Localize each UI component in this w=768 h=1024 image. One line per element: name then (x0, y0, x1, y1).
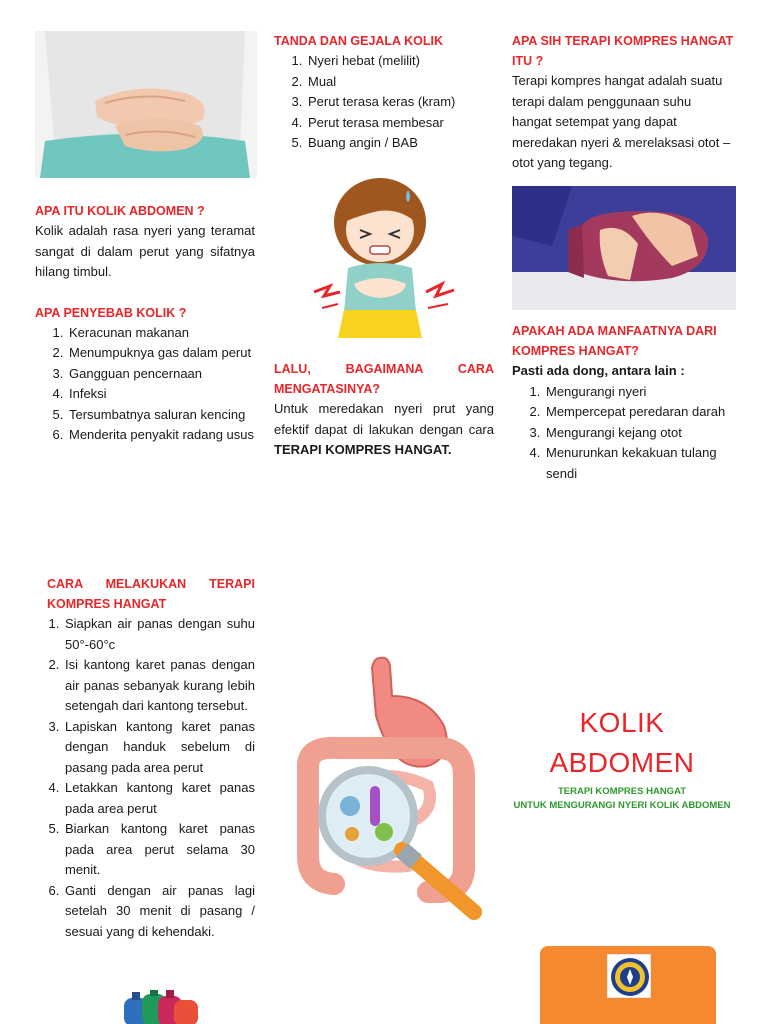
colic-cause-list (35, 323, 255, 446)
list-item: 3. Gangguan pencernaan (67, 364, 255, 385)
belly-pain-photo (35, 31, 257, 178)
list-item: 2. Isi kantong karet panas dengan air panas sebanyak kurang lebih setengah dari kantong tersebut. (63, 655, 255, 717)
orange-emblem-box (540, 946, 716, 1024)
how-to-treat-bold: TERAPI KOMPRES HANGAT. (274, 442, 452, 457)
list-item: 6. Ganti dengan air panas lagi setelah 30 menit di pasang / sesuai yang di kehendaki. (63, 881, 255, 943)
cover-title-line2: ABDOMEN (549, 747, 695, 778)
column-right-lower (512, 321, 736, 484)
list-item: 5. Tersumbatnya saluran kencing (67, 405, 255, 426)
list-item: 4. Infeksi (67, 384, 255, 405)
list-item: 3. Mengurangi kejang otot (544, 423, 736, 444)
list-item: 1. Mengurangi nyeri (544, 382, 736, 403)
cover-subtitle-line1: TERAPI KOMPRES HANGAT (557, 786, 687, 797)
list-item: 5. Buang angin / BAB (306, 133, 494, 154)
column-left (35, 201, 255, 446)
how-to-treat-heading: LALU, BAGAIMANA CARA MENGATASINYA? (274, 362, 494, 396)
list-item: 2. Mempercepat peredaran darah (544, 402, 736, 423)
benefit-heading: APAKAH ADA MANFAATNYA DARI KOMPRES HANGAT? (512, 324, 717, 358)
steps-section (47, 574, 255, 942)
cover-title-block (507, 703, 737, 813)
benefit-intro: Pasti ada dong, antara lain : (512, 363, 685, 378)
institution-emblem-icon (607, 954, 651, 998)
column-right (512, 31, 734, 174)
colic-cause-heading: APA PENYEBAB KOLIK ? (35, 305, 187, 320)
girl-stomachache-illustration (308, 172, 458, 340)
therapy-text: Terapi kompres hangat adalah suatu terapi dalam penggunaan suhu hangat setempat yang dapat meredakan nyeri & merelaksasi otot – otot yang tegang. (512, 73, 731, 170)
hot-water-bag-photo (512, 186, 736, 310)
list-item: 1. Keracunan makanan (67, 323, 255, 344)
what-is-colic-heading: APA ITU KOLIK ABDOMEN ? (35, 204, 205, 218)
signs-list (274, 51, 494, 154)
list-item: 4. Letakkan kantong karet panas pada area perut (63, 778, 255, 819)
what-is-colic-text: Kolik adalah rasa nyeri yang teramat sangat di dalam perut yang sifatnya hilang timbul. (35, 223, 255, 279)
therapy-heading: APA SIH TERAPI KOMPRES HANGAT ITU ? (512, 34, 734, 68)
list-item: 5. Biarkan kantong karet panas pada area perut selama 30 menit. (63, 819, 255, 881)
digestive-system-illustration (278, 656, 494, 936)
list-item: 1. Siapkan air panas dengan suhu 50°-60°c (63, 614, 255, 655)
benefit-list (512, 382, 736, 485)
cover-subtitle-line2: UNTUK MENGURANGI NYERI KOLIK ABDOMEN (513, 800, 731, 811)
signs-heading: TANDA DAN GEJALA KOLIK (274, 34, 443, 48)
list-item: 3. Perut terasa keras (kram) (306, 92, 494, 113)
list-item: 4. Menurunkan kekakuan tulang sendi (544, 443, 736, 484)
how-to-treat-body: Untuk meredakan nyeri prut yang efektif dapat di lakukan dengan cara (274, 401, 494, 437)
column-middle-lower (274, 359, 494, 461)
list-item: 2. Mual (306, 72, 494, 93)
steps-list (47, 614, 255, 942)
hot-water-bottles-image (116, 990, 206, 1024)
list-item: 3. Lapiskan kantong karet panas dengan handuk sebelum di pasang pada area perut (63, 717, 255, 779)
steps-heading: CARA MELAKUKAN TERAPI KOMPRES HANGAT (47, 577, 255, 611)
list-item: 6. Menderita penyakit radang usus (67, 425, 255, 446)
list-item: 2. Menumpuknya gas dalam perut (67, 343, 255, 364)
list-item: 1. Nyeri hebat (melilit) (306, 51, 494, 72)
column-middle (274, 31, 494, 154)
cover-title-line1: KOLIK (579, 707, 665, 738)
how-to-treat-text (274, 399, 494, 461)
list-item: 4. Perut terasa membesar (306, 113, 494, 134)
